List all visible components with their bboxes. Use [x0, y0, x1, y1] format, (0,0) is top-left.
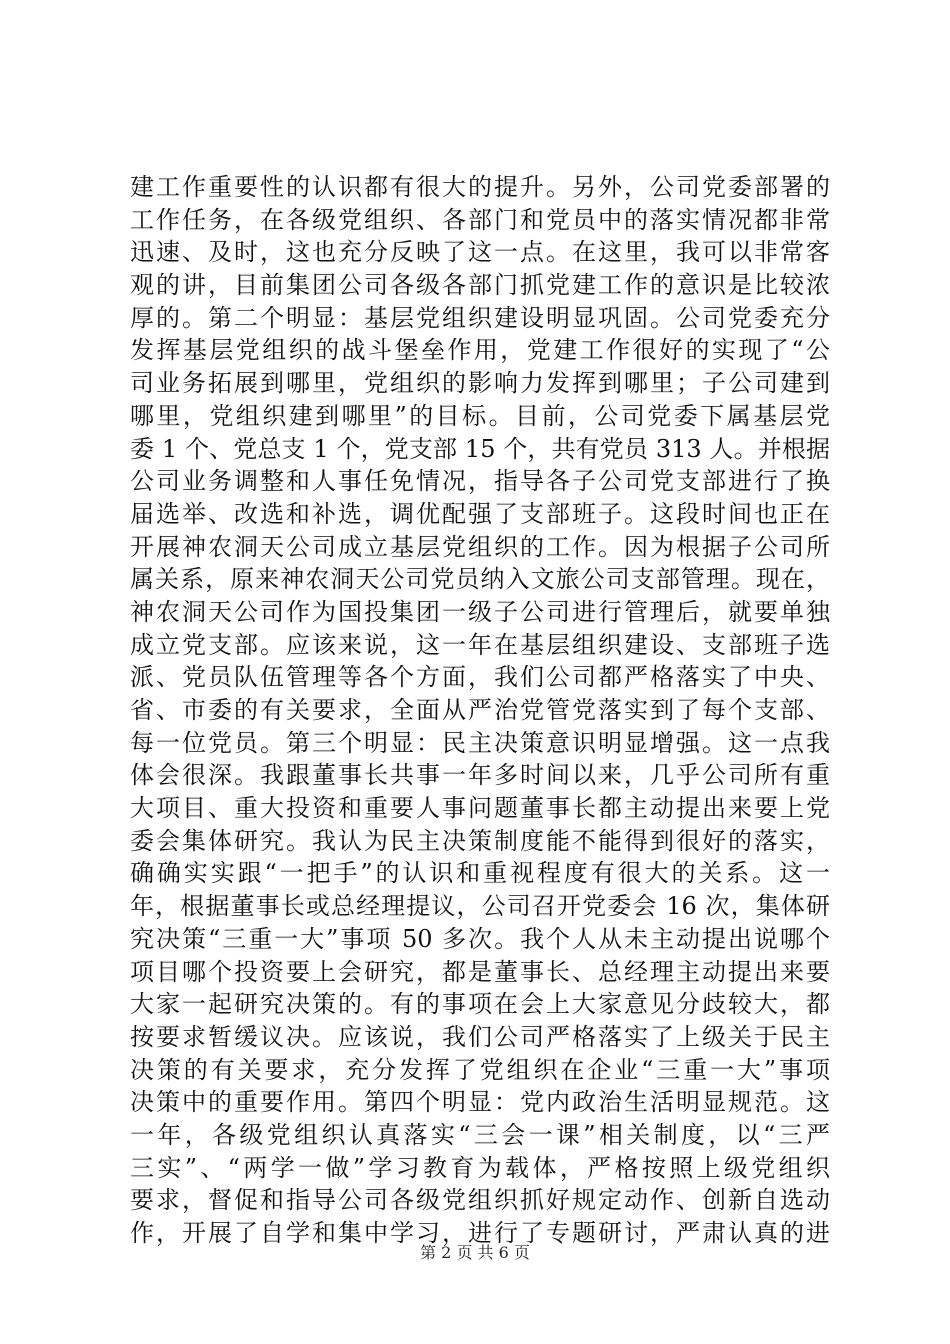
- text-line: 一年，各级党组织认真落实“三会一课”相关制度，以“三严: [130, 1120, 830, 1149]
- text-line: 成立党支部。应该来说，这一年在基层组织建设、支部班子选: [130, 630, 830, 659]
- text-line: 体会很深。我跟董事长共事一年多时间以来，几乎公司所有重: [130, 761, 830, 790]
- text-line: 决策中的重要作用。第四个明显：党内政治生活明显规范。这: [130, 1088, 830, 1117]
- text-line: 司业务拓展到哪里，党组织的影响力发挥到哪里；子公司建到: [130, 369, 830, 398]
- text-line: 按要求暂缓议决。应该说，我们公司严格落实了上级关于民主: [130, 1022, 830, 1051]
- text-line: 观的讲，目前集团公司各级各部门抓党建工作的意识是比较浓: [130, 271, 830, 300]
- text-line: 神农洞天公司作为国投集团一级子公司进行管理后，就要单独: [130, 597, 830, 626]
- text-line: 三实”、“两学一做”学习教育为载体，严格按照上级党组织: [130, 1153, 830, 1182]
- text-line: 确确实实跟“一把手”的认识和重视程度有很大的关系。这一: [130, 859, 830, 888]
- page-footer: 第 2 页 共 6 页: [420, 1243, 530, 1262]
- text-line: 委会集体研究。我认为民主决策制度能不能得到很好的落实，: [130, 826, 830, 855]
- text-line: 省、市委的有关要求，全面从严治党管党落实到了每个支部、: [130, 696, 830, 724]
- text-line: 究决策“三重一大”事项 50 多次。我个人从未主动提出说哪个: [130, 924, 830, 953]
- text-line: 项目哪个投资要上会研究，都是董事长、总经理主动提出来要: [130, 957, 830, 986]
- body-text: [130, 171, 830, 1250]
- text-line: 建工作重要性的认识都有很大的提升。另外，公司党委部署的: [130, 173, 830, 201]
- text-line: 每一位党员。第三个明显：民主决策意识明显增强。这一点我: [130, 728, 830, 757]
- text-line: 开展神农洞天公司成立基层党组织的工作。因为根据子公司所: [130, 532, 830, 561]
- text-line: 发挥基层党组织的战斗堡垒作用，党建工作很好的实现了“公: [130, 336, 830, 365]
- text-line: 委 1 个、党总支 1 个，党支部 15 个，共有党员 313 人。并根据: [130, 434, 830, 463]
- text-line: 哪里，党组织建到哪里”的目标。目前，公司党委下属基层党: [130, 401, 830, 430]
- text-line: 公司业务调整和人事任免情况，指导各子公司党支部进行了换: [130, 467, 830, 496]
- text-line: 派、党员队伍管理等各个方面，我们公司都严格落实了中央、: [130, 663, 830, 692]
- text-line: 属关系，原来神农洞天公司党员纳入文旅公司支部管理。现在，: [130, 565, 830, 594]
- text-line: 大家一起研究决策的。有的事项在会上大家意见分歧较大，都: [130, 990, 830, 1019]
- text-line: 届选举、改选和补选，调优配强了支部班子。这段时间也正在: [130, 499, 830, 528]
- text-line: 迅速、及时，这也充分反映了这一点。在这里，我可以非常客: [130, 238, 830, 267]
- text-line: 工作任务，在各级党组织、各部门和党员中的落实情况都非常: [130, 205, 830, 234]
- text-line: 要求，督促和指导公司各级党组织抓好规定动作、创新自选动: [130, 1186, 830, 1215]
- text-line: 厚的。第二个明显：基层党组织建设明显巩固。公司党委充分: [130, 303, 830, 332]
- text-line: 决策的有关要求，充分发挥了党组织在企业“三重一大”事项: [130, 1055, 830, 1084]
- text-line: 作，开展了自学和集中学习，进行了专题研讨，严肃认真的进: [130, 1219, 830, 1247]
- text-line: 年，根据董事长或总经理提议，公司召开党委会 16 次，集体研: [130, 892, 830, 921]
- text-line: 大项目、重大投资和重要人事问题董事长都主动提出来要上党: [130, 794, 830, 823]
